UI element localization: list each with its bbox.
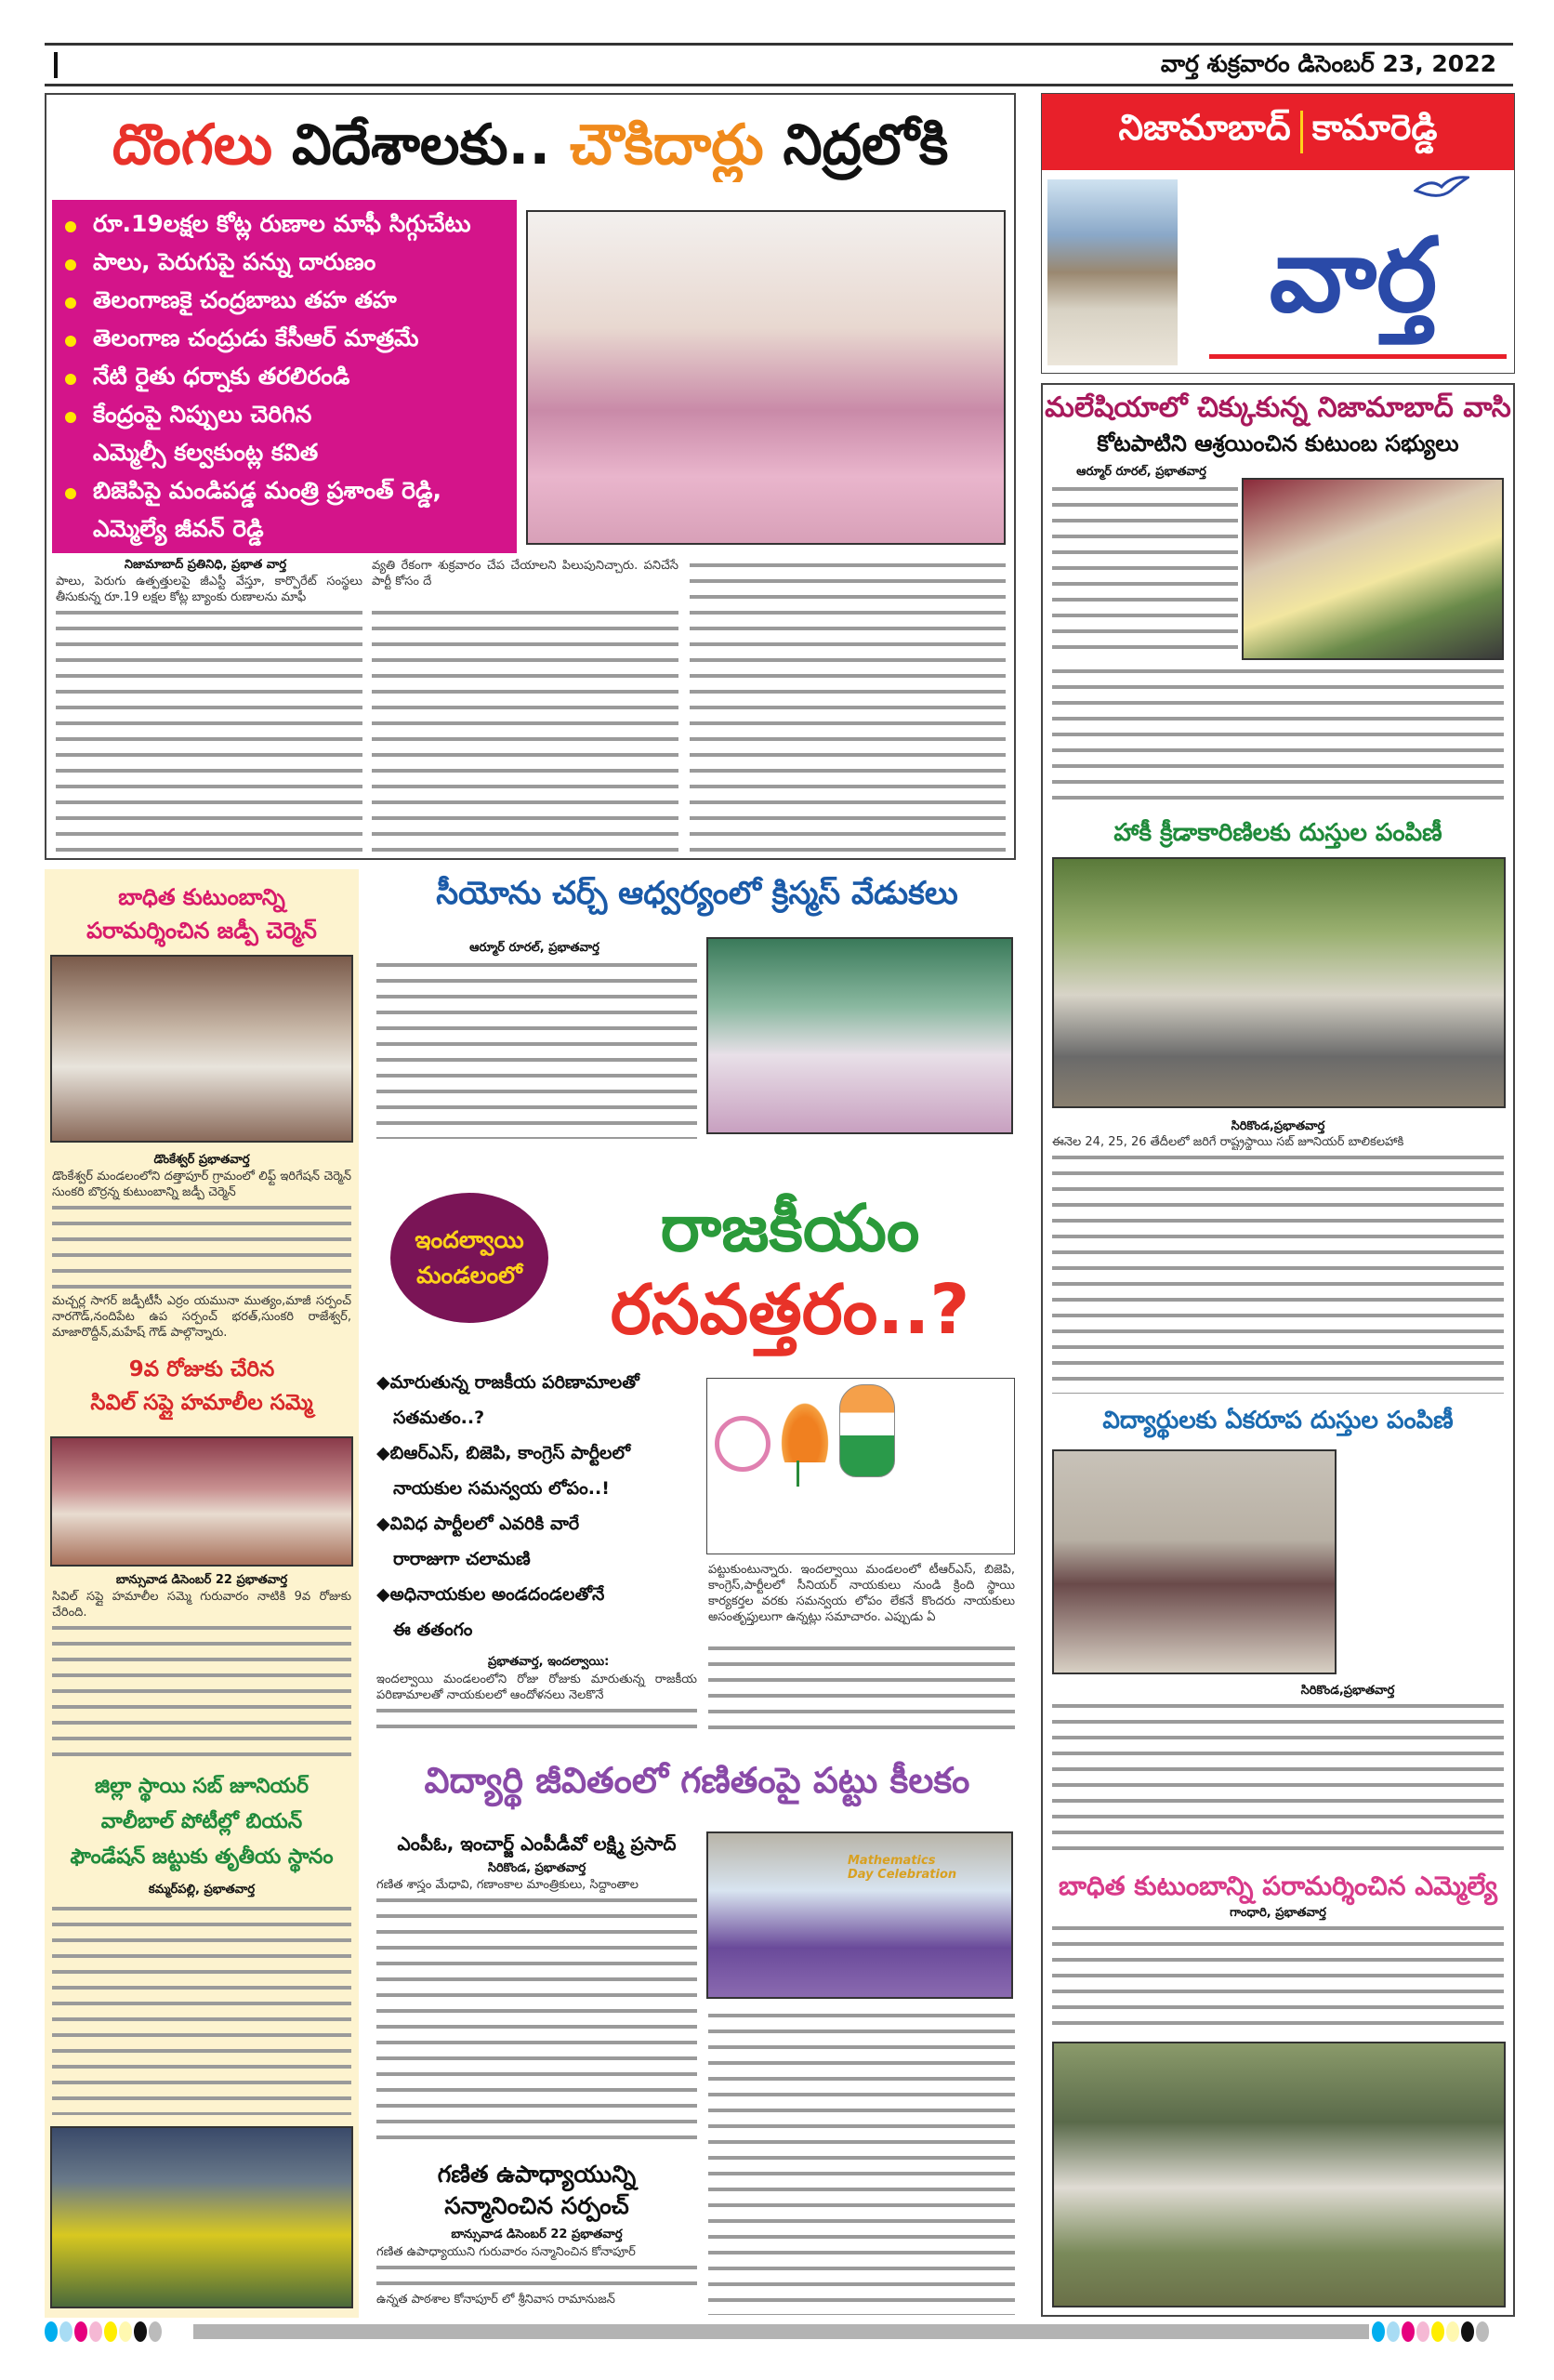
varta-logo: వార్త	[1269, 216, 1438, 335]
story-headline: విద్యార్థి జీవితంలో గణితంపై పట్టు కీలకం	[424, 1760, 970, 1801]
story-dateline: గాంధారి, ప్రభాతవార్త	[1230, 1906, 1326, 1920]
header-rule	[45, 84, 1513, 86]
highlight-item	[65, 436, 504, 474]
bullet-icon	[65, 374, 76, 385]
bullet-icon	[65, 412, 76, 423]
story-body: ఉన్నత పాఠశాల కోనాపూర్ లో శ్రీనివాస రామానుజన్	[376, 2293, 615, 2307]
highlight-text: రూ.19లక్షల కోట్ల రుణాల మాఫీ సిగ్గుచేటు	[93, 209, 471, 237]
hockey-photo	[1052, 857, 1506, 1108]
story-body: పాలు, పెరుగు ఉత్పత్తులపై జీఎస్టీ వేస్తూ, కార్పొరేట్ సంస్థలు తీసుకున్న రూ.19 లక్షల కోట్ల బ్యాంకు రుణాలను మాఫీ	[56, 575, 362, 604]
story-body-text	[708, 2008, 1015, 2315]
page-marker	[54, 52, 58, 78]
color-registration-marks	[1372, 2321, 1511, 2342]
registration-dot	[1387, 2321, 1400, 2342]
politics-headline: రసవత్తరం..?	[610, 1270, 970, 1350]
registration-dot	[89, 2321, 102, 2342]
story-dateline: సిరికొండ,ప్రభాతవార్త	[1231, 1119, 1325, 1133]
story-dateline: కమ్మర్‌పల్లి, ప్రభాతవార్త	[148, 1883, 256, 1897]
highlight-item	[65, 245, 504, 284]
headline-line: ఫౌండేషన్ జట్టుకు తృతీయ స్థానం	[70, 1845, 334, 1869]
point-item: సతమతం..?	[393, 1408, 485, 1428]
story-dateline: బాన్సువాడ డిసెంబర్ 22 ప్రభాతవార్త	[451, 2228, 623, 2241]
story-body: వ్యతి రేకంగా శుక్రవారం చేప చేయాలని పిలుపునిచ్చారు. పనిచేసే పార్టీ కోసం దే	[372, 559, 678, 588]
point-item: ◆అధినాయకుల అండదండలతోనే	[376, 1584, 605, 1605]
story-dateline: సిరికొండ,ప్రభాతవార్త	[1300, 1684, 1395, 1698]
headline-line: బాధిత కుటుంబాన్ని	[118, 884, 285, 910]
story-body-text	[376, 958, 697, 1139]
edition-band	[1042, 94, 1514, 170]
headline-line: వాలీబాల్ పోటీల్లో బియన్	[100, 1810, 303, 1833]
story-body: గణిత ఉపాధ్యాయుని గురువారం సన్మానించిన కోనాపూర్	[376, 2245, 636, 2259]
bullet-icon	[65, 259, 76, 271]
highlight-item	[65, 474, 504, 512]
story-dateline: ఆర్మూర్ రూరల్, ప్రభాతవార్త	[469, 941, 599, 955]
left-column	[45, 869, 359, 2318]
politics-points	[376, 1365, 697, 1647]
story-body-text	[56, 605, 362, 856]
highlight-item	[65, 322, 504, 360]
point-item: ◆మారుతున్న రాజకీయ పరిణామాలతో	[376, 1372, 639, 1393]
mandal-badge	[390, 1193, 548, 1323]
story-body-text	[376, 1893, 697, 2144]
story-dateline: ఆర్మూర్ రూరల్, ప్రభాతవార్త	[1076, 465, 1206, 479]
malaysia-photo	[1242, 478, 1504, 660]
point-item: ◆వివిధ పార్టీలలో ఎవరికి వారే	[376, 1514, 580, 1534]
mla-photo	[1052, 2042, 1506, 2307]
story-body-text	[1052, 1921, 1504, 2030]
edition-name: నిజామాబాద్	[1118, 107, 1291, 148]
gray-register-bar	[193, 2324, 1369, 2339]
story-body: ఈనెల 24, 25, 26 తేదీలలో జరిగే రాష్ట్రస్థాయి సబ్ జూనియర్ బాలికలహాకి	[1052, 1135, 1404, 1149]
story-dateline: డొంకేశ్వర్ ప్రభాతవార్త	[153, 1153, 250, 1167]
bullet-icon	[65, 336, 76, 347]
lead-headline	[46, 108, 1014, 182]
page-dateline: వార్త శుక్రవారం డిసెంబర్ 23, 2022	[1160, 50, 1496, 77]
registration-dot	[149, 2321, 162, 2342]
highlight-text: తెలంగాణ చంద్రుడు కేసీఆర్ మాత్రమే	[93, 324, 419, 351]
story-dateline: నిజామాబాద్ ప్రతినిధి, ప్రభాత వార్త	[124, 558, 287, 572]
highlight-item	[65, 398, 504, 436]
registration-dot	[134, 2321, 147, 2342]
highlight-text: ఎమ్మెల్యే జీవన్ రెడ్డి	[93, 514, 264, 542]
story-subhead: కోటపాటిని ఆశ్రయించిన కుటుంబ సభ్యులు	[1097, 430, 1459, 456]
highlight-item	[65, 207, 504, 245]
bullet-icon	[65, 488, 76, 499]
story-dateline: సిరికొండ, ప్రభాతవార్త	[487, 1861, 586, 1875]
highlight-item	[65, 512, 504, 550]
point-item: నాయకుల సమన్వయ లోపం..!	[393, 1478, 610, 1499]
politics-headline: రాజకీయం	[660, 1190, 920, 1266]
story-body-text	[372, 605, 678, 856]
headline-word: నిద్రలోకి	[783, 112, 949, 178]
story-headline	[45, 880, 359, 947]
story-body-text	[376, 1703, 697, 1740]
point-item: రారాజుగా చలామణి	[393, 1549, 531, 1569]
registration-dot	[1446, 2321, 1459, 2342]
headline-line: సన్మానించిన సర్పంచ్	[444, 2192, 629, 2219]
story-dateline: బాన్సువాడ డిసెంబర్ 22 ప్రభాతవార్త	[115, 1573, 288, 1587]
logo-underline	[1209, 354, 1507, 359]
story-body: డొంకేశ్వర్ మండలంలోని దత్తాపూర్ గ్రామంలో లిఫ్ట్ ఇరిగేషన్ చెర్మెన్ సుంకరి బొర్రన్న కుటుంబాన్ని జడ్పీ చెర్మెన్	[52, 1170, 351, 1199]
registration-dot	[104, 2321, 117, 2342]
registration-dot	[74, 2321, 87, 2342]
edition-name: కామారెడ్డి	[1311, 107, 1438, 148]
story-body-text	[1052, 1150, 1504, 1394]
story-headline: బాధిత కుటుంబాన్ని పరామర్శించిన ఎమ్మెల్యే	[1058, 1871, 1498, 1901]
headline-line: 9వ రోజుకు చేరిన	[128, 1357, 275, 1382]
hamali-photo	[50, 1436, 353, 1567]
lead-photo	[526, 210, 1006, 545]
dove-icon	[1414, 174, 1469, 202]
story-headline	[372, 2159, 702, 2222]
color-registration-marks	[45, 2321, 184, 2342]
volleyball-photo	[50, 2126, 353, 2308]
story-body-text	[690, 558, 1006, 856]
bjp-lotus-logo-icon	[778, 1397, 832, 1462]
top-rule	[45, 43, 1513, 46]
headline-line: గణిత ఉపాధ్యాయున్ని	[437, 2161, 637, 2188]
story-headline	[45, 1353, 359, 1420]
story-headline: సీయోను చర్చ్ ఆధ్వర్యంలో క్రిస్మస్ వేడుకలు	[436, 875, 958, 912]
story-body-text	[52, 1620, 351, 1760]
highlight-text: నేటి రైతు ధర్నాకు తరలిరండి	[93, 362, 350, 390]
congress-hand-logo-icon	[839, 1384, 895, 1477]
registration-dot	[1431, 2321, 1444, 2342]
story-body: మచ్చర్ల సాగర్ జడ్పీటీసీ ఎర్రం యమునా ముత్యం,మాజీ సర్పంచ్ నారగౌడ్,నందిపేట ఉప సర్పంచ్ భరత్,సుంకరి రాజేశ్వర్, మాజారొద్దీన్,మహేష్ గౌడ్ పాల్గొన్నారు.	[52, 1294, 351, 1340]
highlight-text: బిజెపిపై మండిపడ్డ మంత్రి ప్రశాంత్ రెడ్డి,	[93, 476, 441, 504]
story-headline	[45, 1769, 359, 1875]
right-column	[1041, 383, 1515, 2317]
highlight-text: పాలు, పెరుగుపై పన్ను దారుణం	[93, 247, 376, 275]
point-item: ◆బిఆర్ఎస్, బిజెపి, కాంగ్రెస్ పార్టీలలో	[376, 1443, 631, 1463]
story-subhead: ఎంపీఓ, ఇంచార్జ్ ఎంపీడీవో లక్ష్మి ప్రసాద్	[397, 1832, 677, 1855]
badge-line: ఇందల్వాయి	[415, 1226, 524, 1253]
point-item: ఈ తతంగం	[393, 1620, 473, 1640]
highlight-item	[65, 284, 504, 322]
registration-dot	[119, 2321, 132, 2342]
story-dateline: ప్రభాతవార్త, ఇందల్వాయి:	[488, 1655, 610, 1669]
story-body-text	[52, 1200, 351, 1293]
highlight-text: కేంద్రంపై నిప్పులు చెరిగిన	[93, 400, 312, 428]
party-logos-box	[706, 1378, 1015, 1554]
headline-word: దొంగలు	[112, 112, 273, 178]
photo-banner-text: Mathematics Day Celebration	[848, 1854, 957, 1882]
registration-dot	[1476, 2321, 1489, 2342]
bullet-icon	[65, 221, 76, 232]
temple-fort-photo	[1047, 179, 1178, 365]
uniforms-photo	[1052, 1449, 1337, 1674]
highlight-text: తెలంగాణకై చంద్రబాబు తహ తహ	[93, 285, 397, 313]
story-body: గణిత శాస్త్రం మేధావి, గణాంకాల మాంత్రికులు, సిద్ధాంతాల	[376, 1878, 639, 1892]
story-headline: హాకీ క్రీడాకారిణిలకు దుస్తుల పంపిణీ	[1113, 819, 1442, 847]
badge-line: మండలంలో	[416, 1262, 522, 1289]
story-body: పట్టుకుంటున్నారు. ఇందల్వాయి మండలంలో టీఆర్ఎస్, బిజెపి, కాంగ్రెస్,పార్టీలలో సీనియర్ నాయకులు నుండి క్రింది స్థాయి కార్యకర్తల వరకు సమన్వయ లోపం లేకనే కొందరు నాయకులు అసంతృప్తులుగా ఉన్నట్లు సమాచారం. ఎప్పుడు ఏ	[708, 1563, 1015, 1624]
bullet-icon	[65, 298, 76, 309]
math-day-photo	[706, 1831, 1013, 1999]
headline-line: సివిల్ సప్లై హమాలీల సమ్మె	[90, 1391, 313, 1415]
story-body-text	[708, 1641, 1015, 1734]
story-body-text	[376, 2260, 697, 2292]
headline-word: చౌకిదార్లు	[570, 112, 764, 178]
story-body-text	[52, 1901, 351, 2115]
highlight-item	[65, 360, 504, 398]
divider	[1300, 111, 1303, 153]
story-headline: విద్యార్థులకు ఏకరూప దుస్తుల పంపిణీ	[1102, 1407, 1454, 1435]
zpchair-photo	[50, 955, 353, 1143]
story-body-text	[1052, 482, 1238, 660]
headline-line: పరామర్శించిన జడ్పీ చెర్మెన్	[86, 918, 317, 944]
story-body: ఇందల్వాయి మండలంలోని రోజు రోజుకు మారుతున్న రాజకీయ పరిణామాలతో నాయకులలో ఆందోళనలు నెలకొనే	[376, 1673, 697, 1702]
story-body-text	[1052, 1699, 1504, 1857]
brs-car-logo-icon	[715, 1416, 770, 1472]
registration-dot	[59, 2321, 72, 2342]
christmas-photo	[706, 937, 1013, 1134]
lotus-stem	[797, 1461, 813, 1487]
story-headline: మలేషియాలో చిక్కుకున్న నిజామాబాద్ వాసి	[1045, 391, 1511, 424]
headline-word: విదేశాలకు..	[291, 112, 551, 178]
story-body-text	[1052, 664, 1504, 808]
headline-line: జిల్లా స్థాయి సబ్ జూనియర్	[94, 1775, 309, 1798]
registration-dot	[1461, 2321, 1474, 2342]
highlight-text: ఎమ్మెల్సీ కల్వకుంట్ల కవిత	[93, 438, 319, 466]
story-body: సివిల్ సప్లై హమాలీల సమ్మె గురువారం నాటికి 9వ రోజుకు చేరింది.	[52, 1590, 351, 1620]
edition-masthead	[1041, 93, 1515, 374]
registration-dot	[1402, 2321, 1415, 2342]
lead-story	[45, 93, 1016, 860]
registration-dot	[45, 2321, 58, 2342]
registration-dot	[1416, 2321, 1429, 2342]
registration-dot	[1372, 2321, 1385, 2342]
highlights-box	[52, 200, 517, 553]
